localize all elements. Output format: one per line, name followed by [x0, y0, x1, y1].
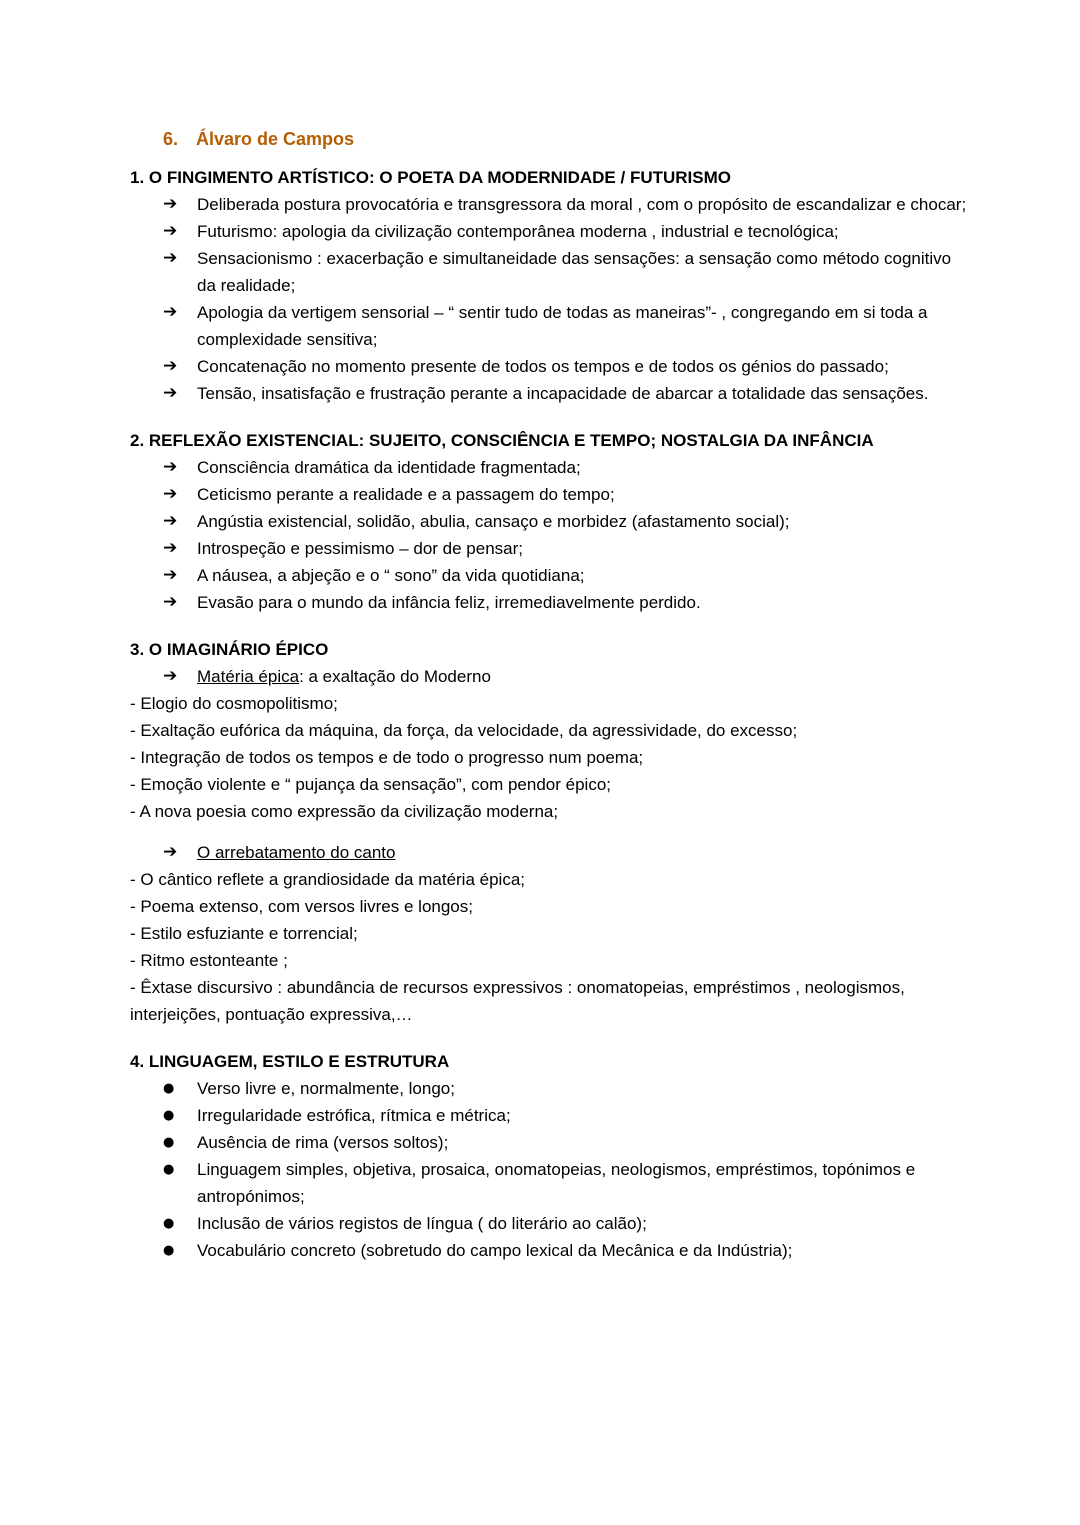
- dot-bullet-icon: ●: [163, 1135, 175, 1150]
- list-item-text: Inclusão de vários registos de língua ( do literário ao calão);: [197, 1214, 647, 1233]
- list-item-text: Introspeção e pessimismo – dor de pensar;: [197, 539, 524, 558]
- list-item-text: Ceticismo perante a realidade e a passagem do tempo;: [197, 485, 615, 504]
- list-item-text: Angústia existencial, solidão, abulia, cansaço e morbidez (afastamento social);: [197, 512, 790, 531]
- list-item-text: Deliberada postura provocatória e transgressora da moral , com o propósito de escandalizar e chocar;: [197, 195, 967, 214]
- dash-item: - Êxtase discursivo : abundância de recursos expressivos : onomatopeias, empréstimos , neologismos, interjeições, pontuação expressiva,…: [130, 978, 905, 1024]
- list-item-text: Sensacionismo : exacerbação e simultaneidade das sensações: a sensação como método cognitivo da realidade;: [197, 249, 952, 295]
- subheading-underlined: O arrebatamento do canto: [197, 843, 396, 862]
- list-item: [130, 245, 970, 299]
- dash-item: - Integração de todos os tempos e de todo o progresso num poema;: [130, 748, 644, 767]
- subheading-underlined: Matéria épica: [197, 667, 300, 686]
- list-item: [130, 589, 970, 616]
- arrow-bullet-icon: ➔: [163, 666, 178, 686]
- title-text: Álvaro de Campos: [196, 129, 355, 149]
- subheading-text: [197, 839, 970, 866]
- section-linguagem-estilo: [130, 1048, 970, 1264]
- arrow-bullet-icon: ➔: [163, 484, 178, 504]
- list-item-text: Concatenação no momento presente de todos os tempos e de todos os génios do passado;: [197, 357, 889, 376]
- arrow-bullet-icon: ➔: [163, 511, 178, 531]
- list-item: [130, 191, 970, 218]
- list-item-text: Ausência de rima (versos soltos);: [197, 1133, 449, 1152]
- dot-bullet-icon: ●: [163, 1108, 175, 1123]
- section-4-list: [130, 1075, 970, 1264]
- arrow-bullet-icon: ➔: [163, 592, 178, 612]
- title-number: 6.: [163, 129, 179, 149]
- dash-list: [130, 866, 970, 1028]
- dash-item: - Exaltação eufórica da máquina, da força, da velocidade, da agressividade, do excesso;: [130, 721, 798, 740]
- arrow-bullet-icon: ➔: [163, 248, 178, 268]
- list-item: [130, 1129, 970, 1156]
- section-2-heading: 2. REFLEXÃO EXISTENCIAL: SUJEITO, CONSCIÊNCIA E TEMPO; NOSTALGIA DA INFÂNCIA: [130, 431, 874, 450]
- dot-bullet-icon: ●: [163, 1243, 175, 1258]
- section-3-heading: 3. O IMAGINÁRIO ÉPICO: [130, 640, 329, 659]
- list-item-text: A náusea, a abjeção e o “ sono” da vida quotidiana;: [197, 566, 585, 585]
- list-item: [130, 1237, 970, 1264]
- arrow-bullet-icon: ➔: [163, 383, 178, 403]
- list-item-text: Consciência dramática da identidade fragmentada;: [197, 458, 581, 477]
- section-1-heading: 1. O FINGIMENTO ARTÍSTICO: O POETA DA MODERNIDADE / FUTURISMO: [130, 168, 731, 187]
- page-title: [130, 126, 970, 153]
- list-item-text: Futurismo: apologia da civilização contemporânea moderna , industrial e tecnológica;: [197, 222, 839, 241]
- list-item: [130, 1075, 970, 1102]
- subheading-item: [130, 663, 970, 690]
- arrow-bullet-icon: ➔: [163, 565, 178, 585]
- dot-bullet-icon: ●: [163, 1216, 175, 1231]
- dash-item: - Emoção violente e “ pujança da sensação”, com pendor épico;: [130, 775, 611, 794]
- section-4-heading: 4. LINGUAGEM, ESTILO E ESTRUTURA: [130, 1052, 450, 1071]
- section-2-list: [130, 454, 970, 616]
- dash-item: - O cântico reflete a grandiosidade da matéria épica;: [130, 870, 526, 889]
- subheading-item: [130, 839, 970, 866]
- section-fingimento-artistico: [130, 164, 970, 407]
- list-item: [130, 1156, 970, 1210]
- list-item-text: Apologia da vertigem sensorial – “ sentir tudo de todas as maneiras”- , congregando em si toda a complexidade sensitiva;: [197, 303, 928, 349]
- dash-item: - Elogio do cosmopolitismo;: [130, 694, 338, 713]
- list-item: [130, 380, 970, 407]
- arrow-bullet-icon: ➔: [163, 356, 178, 376]
- dash-item: - A nova poesia como expressão da civilização moderna;: [130, 802, 559, 821]
- list-item: [130, 454, 970, 481]
- list-item: [130, 562, 970, 589]
- list-item-text: Evasão para o mundo da infância feliz, irremediavelmente perdido.: [197, 593, 701, 612]
- dash-item: - Poema extenso, com versos livres e longos;: [130, 897, 473, 916]
- arrow-bullet-icon: ➔: [163, 194, 178, 214]
- subheading-rest: : a exaltação do Moderno: [299, 667, 491, 686]
- list-item-text: Linguagem simples, objetiva, prosaica, onomatopeias, neologismos, empréstimos, topónimos e antropónimos;: [197, 1160, 916, 1206]
- arrow-bullet-icon: ➔: [163, 302, 178, 322]
- list-item: [130, 299, 970, 353]
- list-item: [130, 353, 970, 380]
- subheading-text: [197, 663, 970, 690]
- list-item: [130, 1102, 970, 1129]
- list-item: [130, 218, 970, 245]
- list-item: [130, 508, 970, 535]
- list-item-text: Irregularidade estrófica, rítmica e métrica;: [197, 1106, 511, 1125]
- list-item-text: Verso livre e, normalmente, longo;: [197, 1079, 455, 1098]
- dash-item: - Estilo esfuziante e torrencial;: [130, 924, 358, 943]
- list-item: [130, 535, 970, 562]
- section-imaginario-epico: [130, 636, 970, 1028]
- arrow-bullet-icon: ➔: [163, 538, 178, 558]
- dot-bullet-icon: ●: [163, 1081, 175, 1096]
- dash-list: [130, 690, 970, 825]
- section-1-list: [130, 191, 970, 407]
- list-item-text: Tensão, insatisfação e frustração perante a incapacidade de abarcar a totalidade das sensações.: [197, 384, 929, 403]
- dot-bullet-icon: ●: [163, 1162, 175, 1177]
- list-item-text: Vocabulário concreto (sobretudo do campo lexical da Mecânica e da Indústria);: [197, 1241, 793, 1260]
- arrow-bullet-icon: ➔: [163, 842, 178, 862]
- list-item: [130, 1210, 970, 1237]
- section-reflexao-existencial: [130, 427, 970, 616]
- list-item: [130, 481, 970, 508]
- dash-item: - Ritmo estonteante ;: [130, 951, 288, 970]
- arrow-bullet-icon: ➔: [163, 221, 178, 241]
- arrow-bullet-icon: ➔: [163, 457, 178, 477]
